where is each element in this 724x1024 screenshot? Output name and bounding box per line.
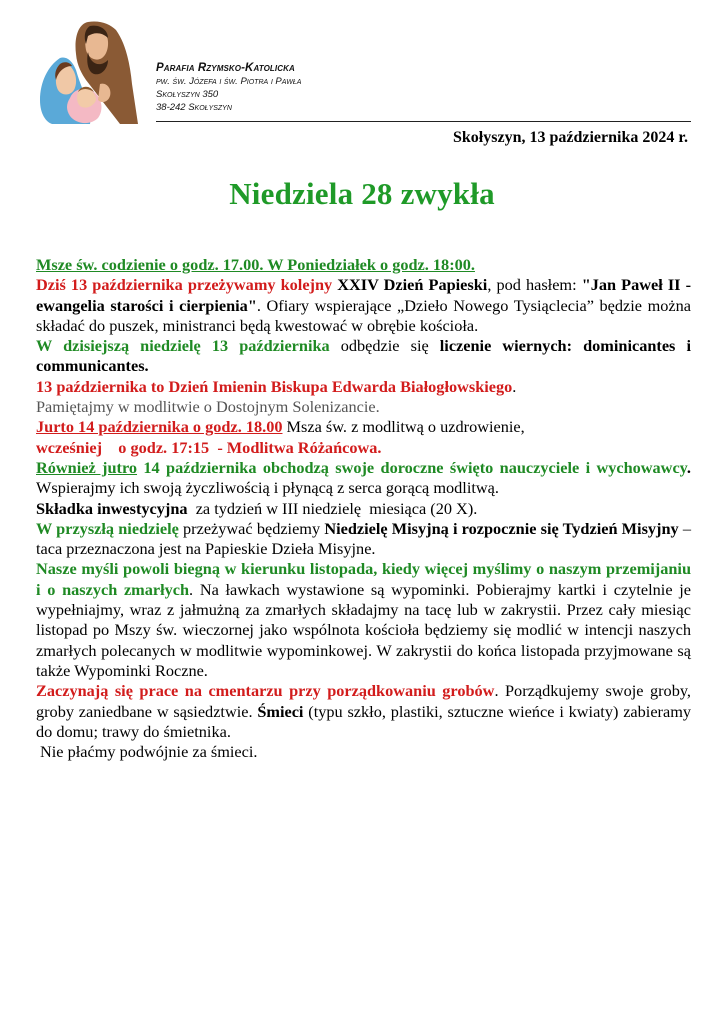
announcement-census: W dzisiejszą niedzielę 13 października odbędzie się liczenie wiernych: dominicantes i communicantes. bbox=[36, 336, 691, 376]
announcement-teachers-day: Również jutro 14 października obchodzą swoje doroczne święto nauczyciele i wychowawcy. Wspierajmy ich swoją życzliwością i płynącą z serca gorącą modlitwą. bbox=[36, 457, 691, 498]
announcement-mass-times bbox=[36, 255, 691, 275]
parish-postcode: 38-242 Skołyszyn bbox=[156, 102, 232, 113]
announcement-papal-day: Dziś 13 października przeżywamy kolejny XXIV Dzień Papieski, pod hasłem: "Jan Paweł II - ewangelia starości i cierpienia". Ofiary wspierające „Dzieło Nowego Tysiąclecia” będzie można składać do puszek, ministranci będą kwestować w obrębie kościoła. bbox=[36, 275, 692, 335]
parish-name: Parafia Rzymsko-Katolicka bbox=[156, 62, 295, 74]
announcement-cemetery: Zaczynają się prace na cmentarzu przy porządkowaniu grobów. Porządkujemy swoje groby, groby zaniedbane w sąsiedztwie. Śmieci (typu szkło, plastiki, sztuczne wieńce i kwiaty) zabieramy do domu; trawy do śmietnika. bbox=[36, 681, 692, 741]
announcement-remembrance: Nasze myśli powoli biegną w kierunku listopada, kiedy więcej myślimy o naszym przemijaniu i o naszych zmarłych. Na ławkach wystawione są wypominki. Pobierajmy kartki i czytelnie je wypełniajmy, wraz z jałmużną za zmarłych składajmy na tacę lub w zakrystii. Przez cały miesiąc listopad po Mszy św. wieczornej jako wspólnota kościoła będziemy się modlić w intencji naszych zmarłych polecanych w modlitwie wypominkowej. W zakrystii do końca listopada przyjmowane są także Wypominki Roczne. bbox=[36, 559, 691, 680]
announcement-mission-sunday: W przyszłą niedzielę przeżywać będziemy Niedzielę Misyjną i rozpocznie się Tydzień Misyjny – taca przeznaczona jest na Papieskie Dzieła Misyjne. bbox=[36, 518, 692, 559]
holy-family-icon bbox=[30, 14, 142, 126]
announcement-bishop-name-day: 13 października to Dzień Imienin Biskupa Edwarda Białogłowskiego. Pamiętajmy w modlitwie o Dostojnym Solenizancie. bbox=[36, 376, 517, 417]
announcement-investment-collection: Składka inwestycyjna za tydzień w III niedzielę miesiąca (20 X). bbox=[36, 498, 478, 518]
announcement-healing-mass: Jurto 14 października o godz. 18.00 Msza św. z modlitwą o uzdrowienie, wcześniej o godz. 17:15 - Modlitwa Różańcowa. bbox=[36, 417, 525, 457]
mass-times-text: Msze św. codzienie o godz. 17.00. W Poniedziałek o godz. 18:00. bbox=[36, 255, 475, 274]
parish-patrons: pw. św. Józefa i św. Piotra i Pawła bbox=[156, 76, 302, 87]
parish-header bbox=[156, 62, 301, 114]
dateline: Skołyszyn, 13 października 2024 r. bbox=[453, 129, 688, 146]
announcements bbox=[36, 255, 691, 762]
page-title: Niedziela 28 zwykła bbox=[229, 176, 495, 211]
header-divider bbox=[156, 121, 691, 122]
parish-address: Skołyszyn 350 bbox=[156, 89, 219, 100]
announcement-waste: Nie płaćmy podwójnie za śmieci. bbox=[40, 742, 258, 762]
